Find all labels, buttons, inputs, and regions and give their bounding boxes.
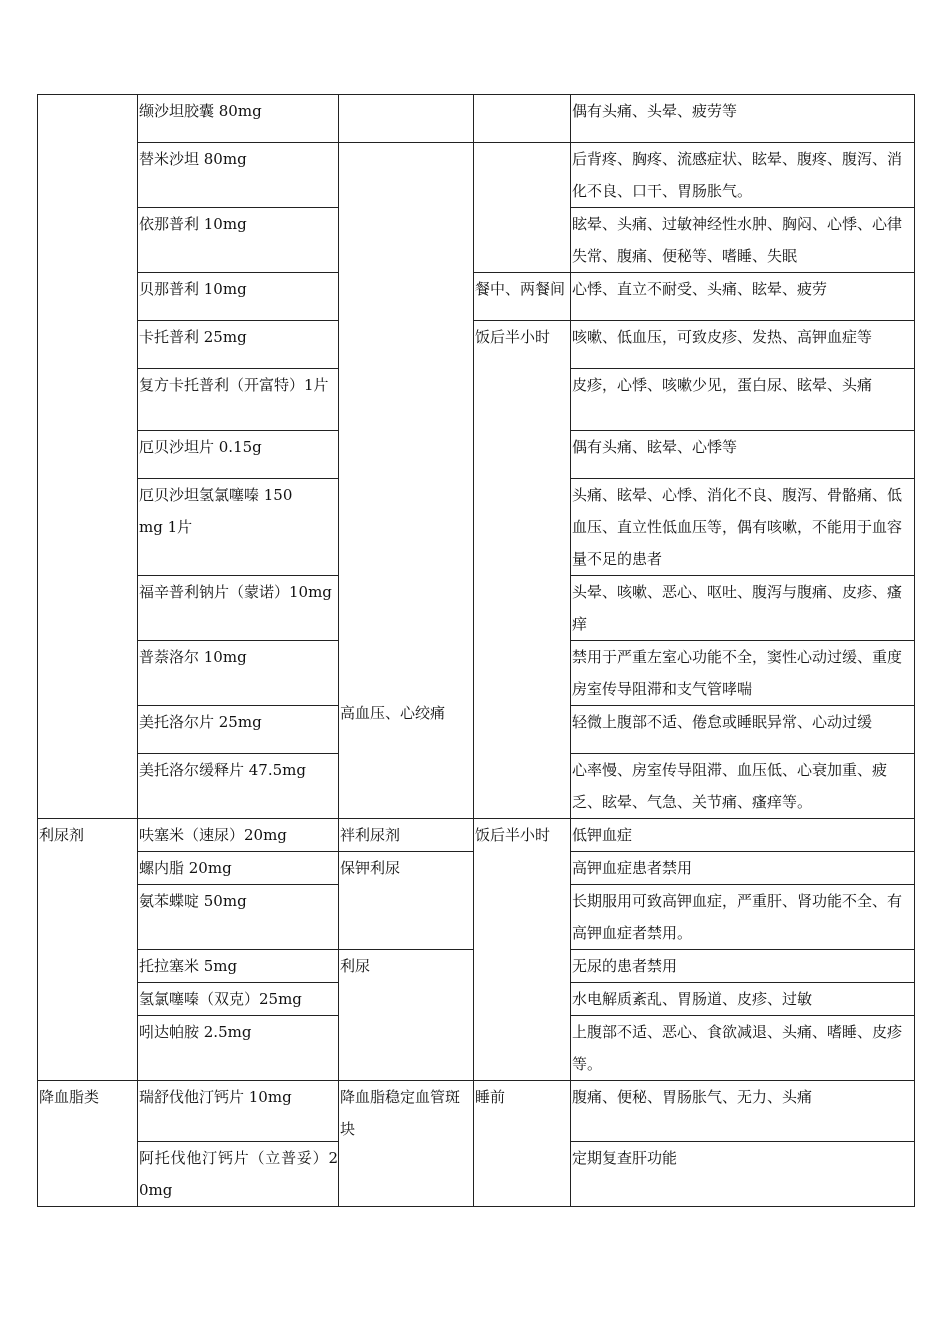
group-cell-empty — [38, 95, 138, 819]
side-effects: 咳嗽、低血压，可致皮疹、发热、高钾血症等 — [571, 321, 915, 369]
group-name: 利尿剂 — [38, 819, 138, 1081]
drug-name: 贝那普利 10mg — [138, 273, 339, 321]
drug-name: 呋塞米（速尿）20mg — [138, 819, 339, 852]
drug-name: 阿托伐他汀钙片（立普妥）20mg — [138, 1142, 339, 1207]
side-effects: 后背疼、胸疼、流感症状、眩晕、腹疼、腹泻、消化不良、口干、胃肠胀气。 — [571, 143, 915, 208]
medication-table — [37, 94, 915, 1207]
timing: 睡前 — [474, 1081, 571, 1207]
side-effects: 禁用于严重左室心功能不全，窦性心动过缓、重度房室传导阻滞和支气管哮喘 — [571, 641, 915, 706]
side-effects: 高钾血症患者禁用 — [571, 852, 915, 885]
drug-name: 复方卡托普利（开富特）1片 — [138, 369, 339, 431]
group-name: 降血脂类 — [38, 1081, 138, 1207]
drug-name: 厄贝沙坦氢氯噻嗪 150mg 1片 — [138, 479, 339, 576]
drug-name: 瑞舒伐他汀钙片 10mg — [138, 1081, 339, 1142]
table-row — [38, 95, 915, 143]
drug-name: 托拉塞米 5mg — [138, 950, 339, 983]
side-effects: 偶有头痛、头晕、疲劳等 — [571, 95, 915, 143]
table-row — [38, 321, 915, 369]
drug-name: 吲达帕胺 2.5mg — [138, 1016, 339, 1081]
timing-cell-empty — [474, 143, 571, 273]
side-effects: 上腹部不适、恶心、食欲减退、头痛、嗜睡、皮疹等。 — [571, 1016, 915, 1081]
table-row — [38, 273, 915, 321]
timing: 饭后半小时 — [474, 819, 571, 1081]
side-effects: 心率慢、房室传导阻滞、血压低、心衰加重、疲乏、眩晕、气急、关节痛、瘙痒等。 — [571, 754, 915, 819]
timing-cell-empty — [474, 95, 571, 143]
drug-name: 氨苯蝶啶 50mg — [138, 885, 339, 950]
indication-cell-empty — [339, 95, 474, 143]
drug-name: 卡托普利 25mg — [138, 321, 339, 369]
side-effects: 偶有头痛、眩晕、心悸等 — [571, 431, 915, 479]
side-effects: 长期服用可致高钾血症，严重肝、肾功能不全、有高钾血症者禁用。 — [571, 885, 915, 950]
drug-name: 替米沙坦 80mg — [138, 143, 339, 208]
indication: 保钾利尿 — [339, 852, 474, 950]
drug-name: 厄贝沙坦片 0.15g — [138, 431, 339, 479]
drug-name: 螺内脂 20mg — [138, 852, 339, 885]
side-effects: 头晕、咳嗽、恶心、呕吐、腹泻与腹痛、皮疹、瘙痒 — [571, 576, 915, 641]
side-effects: 皮疹，心悸、咳嗽少见，蛋白尿、眩晕、头痛 — [571, 369, 915, 431]
timing: 饭后半小时 — [474, 321, 571, 819]
table-row — [38, 819, 915, 852]
drug-name: 缬沙坦胶囊 80mg — [138, 95, 339, 143]
drug-name: 依那普利 10mg — [138, 208, 339, 273]
indication: 高血压、心绞痛 — [339, 143, 474, 819]
side-effects: 轻微上腹部不适、倦怠或睡眠异常、心动过缓 — [571, 706, 915, 754]
side-effects: 低钾血症 — [571, 819, 915, 852]
side-effects: 腹痛、便秘、胃肠胀气、无力、头痛 — [571, 1081, 915, 1142]
table-row — [38, 143, 915, 208]
side-effects: 无尿的患者禁用 — [571, 950, 915, 983]
side-effects: 水电解质紊乱、胃肠道、皮疹、过敏 — [571, 983, 915, 1016]
table-row — [38, 1081, 915, 1142]
side-effects: 定期复查肝功能 — [571, 1142, 915, 1207]
indication: 袢利尿剂 — [339, 819, 474, 852]
drug-name: 普萘洛尔 10mg — [138, 641, 339, 706]
side-effects: 心悸、直立不耐受、头痛、眩晕、疲劳 — [571, 273, 915, 321]
drug-name: 美托洛尔片 25mg — [138, 706, 339, 754]
timing: 餐中、两餐间 — [474, 273, 571, 321]
drug-name: 福辛普利钠片（蒙诺）10mg — [138, 576, 339, 641]
indication: 降血脂稳定血管斑块 — [339, 1081, 474, 1207]
side-effects: 头痛、眩晕、心悸、消化不良、腹泻、骨骼痛、低血压、直立性低血压等，偶有咳嗽，不能用于血容量不足的患者 — [571, 479, 915, 576]
drug-name: 氢氯噻嗪（双克）25mg — [138, 983, 339, 1016]
drug-name: 美托洛尔缓释片 47.5mg — [138, 754, 339, 819]
indication: 利尿 — [339, 950, 474, 1081]
side-effects: 眩晕、头痛、过敏神经性水肿、胸闷、心悸、心律失常、腹痛、便秘等、嗜睡、失眠 — [571, 208, 915, 273]
